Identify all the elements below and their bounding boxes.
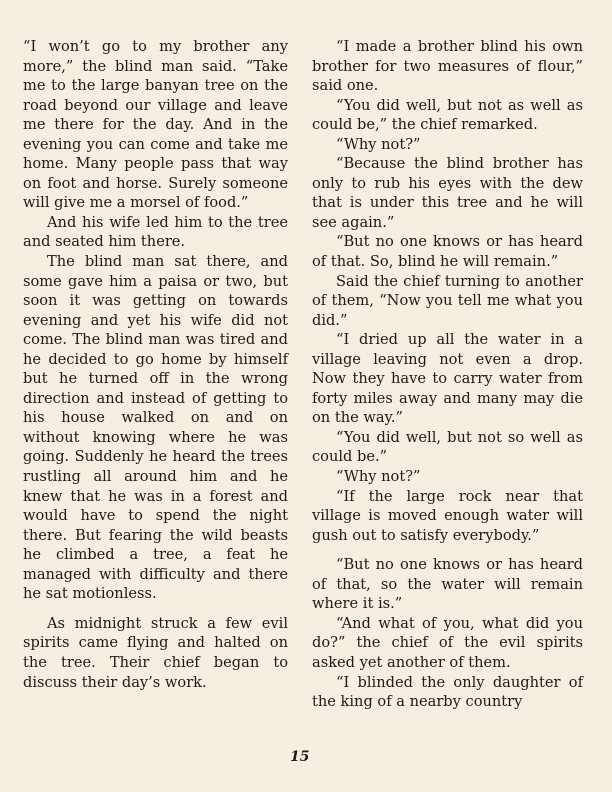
paragraph: “I won’t go to my brother any more,” the blind man said. “Take me to the large banyan tree on the road beyond our village and leave me there for the day. And in the evening you can come and take me home. Many people pass that way on foot and horse. Surely someone will give me a morsel of food.” [23, 38, 288, 212]
paragraph: “You did well, but not as well as could be,” the chief remarked. [312, 96, 583, 134]
paragraph: “I dried up all the water in a village leaving not even a drop. Now they have to carry water from forty miles away and many may die on the way.” [312, 331, 583, 427]
paragraph: As midnight struck a few evil spirits came flying and halted on the tree. Their chief began to discuss their day’s work. [23, 614, 288, 691]
paragraph: “And what of you, what did you do?” the chief of the evil spirits asked yet another of them. [312, 614, 583, 671]
paragraph: “Why not?” [336, 135, 421, 153]
paragraph: “Because the blind brother has only to rub his eyes with the dew that is under this tree and he will see again.” [312, 155, 583, 231]
right-text-column [312, 37, 583, 712]
paragraph: “But no one knows or has heard of that. So, blind he will remain.” [312, 233, 583, 271]
paragraph: The blind man sat there, and some gave him a paisa or two, but soon it was getting on towards evening and yet his wife did not come. The blind man was tired and he decided to go home by himself but he turned off in the wrong direction and instead of getting to his house walked on and on without knowing where he was going. Suddenly he heard the trees rustling all around him and he knew that he was in a forest and would have to spend the night there. But fearing the wild beasts he climbed a tree, a feat he managed with difficulty and there he sat motionless. [23, 253, 288, 603]
paragraph: And his wife led him to the tree and seated him there. [23, 213, 288, 251]
left-text-column [23, 37, 288, 692]
paragraph: Said the chief turning to another of them, “Now you tell me what you did.” [312, 272, 583, 329]
paragraph: “But no one knows or has heard of that, so the water will remain where it is.” [312, 556, 583, 613]
page-number: 15 [290, 749, 310, 765]
paragraph: “If the large rock near that village is moved enough water will gush out to satisfy everybody.” [312, 487, 583, 544]
paragraph: “I made a brother blind his own brother for two measures of flour,” said one. [312, 38, 583, 95]
paragraph: “You did well, but not so well as could be.” [312, 428, 583, 466]
paragraph: “I blinded the only daughter of the king of a nearby country [312, 673, 583, 711]
paragraph: “Why not?” [336, 468, 421, 486]
